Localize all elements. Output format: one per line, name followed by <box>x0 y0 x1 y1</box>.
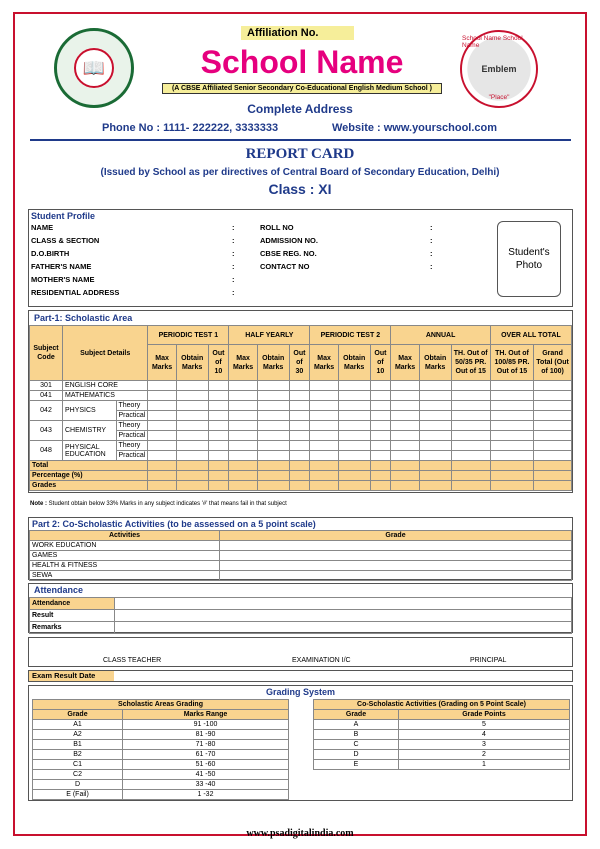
subject-part: Practical <box>116 431 148 441</box>
colon: : <box>232 223 235 232</box>
group-half-yearly: HALF YEARLY <box>229 326 310 345</box>
group-pt1: PERIODIC TEST 1 <box>148 326 229 345</box>
profile-label: CBSE REG. NO. <box>260 249 317 258</box>
attendance-box <box>28 583 573 633</box>
profile-label: RESIDENTIAL ADDRESS <box>31 288 120 297</box>
grade-points: 5 <box>399 720 570 730</box>
scholastic-table <box>29 325 572 491</box>
table-row <box>30 421 572 431</box>
col-marks-range: Marks Range <box>123 710 289 720</box>
subject-part: Theory <box>116 421 148 431</box>
col-out: Out of 10 <box>208 345 229 381</box>
colon: : <box>232 262 235 271</box>
table-row <box>314 760 570 770</box>
activity-name: WORK EDUCATION <box>30 541 220 551</box>
grade: B2 <box>33 750 123 760</box>
school-emblem <box>460 30 538 108</box>
colon: : <box>430 249 433 258</box>
table-row <box>33 780 289 790</box>
col-obtain: Obtain Marks <box>257 345 289 381</box>
grade: B1 <box>33 740 123 750</box>
percentage-label: Percentage (%) <box>30 471 148 481</box>
grade-points: 1 <box>399 760 570 770</box>
grading-system-box <box>28 685 573 801</box>
school-logo <box>54 28 134 108</box>
col-obtain: Obtain Marks <box>176 345 208 381</box>
class-teacher-sign: CLASS TEACHER <box>103 657 162 664</box>
activity-name: GAMES <box>30 551 220 561</box>
grade: E <box>314 760 399 770</box>
exam-result-date-label: Exam Result Date <box>29 671 114 681</box>
note-label: Note : <box>30 501 47 507</box>
subject-code: 043 <box>30 421 63 441</box>
grade: E (Fail) <box>33 790 123 800</box>
table-row <box>33 750 289 760</box>
note-text: Student obtain below 33% Marks in any subject indicates '#' that means fail in that subject <box>47 501 287 507</box>
school-address: Complete Address <box>247 102 353 116</box>
total-label: Total <box>30 461 148 471</box>
colon: : <box>430 262 433 271</box>
part2-title: Part 2: Co-Scholastic Activities (to be assessed on a 5 point scale) <box>32 519 316 529</box>
marks-range: 91 -100 <box>123 720 289 730</box>
grade: D <box>33 780 123 790</box>
col-grade-points: Grade Points <box>399 710 570 720</box>
table-row <box>314 720 570 730</box>
profile-label: NAME <box>31 223 54 232</box>
footer-website: www.psadigitalindia.com <box>246 828 354 839</box>
grades-row <box>30 481 572 491</box>
col-max: Max Marks <box>310 345 338 381</box>
table-row <box>30 441 572 451</box>
co-scholastic-box <box>28 517 573 580</box>
subject-code: 041 <box>30 391 63 401</box>
col-subject-details: Subject Details <box>63 326 148 381</box>
col-grade: Grade <box>314 710 399 720</box>
col-out: Out of 30 <box>289 345 310 381</box>
col-max: Max Marks <box>148 345 176 381</box>
grade-points: 2 <box>399 750 570 760</box>
marks-range: 71 -80 <box>123 740 289 750</box>
activity-name: HEALTH & FITNESS <box>30 561 220 571</box>
grade: C1 <box>33 760 123 770</box>
profile-label: MOTHER'S NAME <box>31 275 95 284</box>
group-annual: ANNUAL <box>391 326 491 345</box>
group-pt2: PERIODIC TEST 2 <box>310 326 391 345</box>
table-row <box>30 401 572 411</box>
grade: A <box>314 720 399 730</box>
part1-title: Part-1: Scholastic Area <box>34 313 133 323</box>
affiliation-no: Affiliation No. <box>241 26 354 40</box>
table-row <box>314 730 570 740</box>
profile-label: ROLL NO <box>260 223 294 232</box>
subject-code: 301 <box>30 381 63 391</box>
subject-name: ENGLISH CORE <box>63 381 148 391</box>
profile-label: ADMISSION NO. <box>260 236 318 245</box>
percentage-row <box>30 471 572 481</box>
table-row <box>314 740 570 750</box>
table-row <box>314 750 570 760</box>
col-out: Out of 10 <box>370 345 391 381</box>
issued-line: (Issued by School as per directives of Central Board of Secondary Education, Delhi) <box>100 167 500 178</box>
col-obtain: Obtain Marks <box>419 345 451 381</box>
co-scholastic-grading-table <box>313 699 570 770</box>
table-row <box>33 760 289 770</box>
table-row <box>33 770 289 780</box>
class-label: Class : XI <box>268 181 332 197</box>
grade: A1 <box>33 720 123 730</box>
phone-number: Phone No : 1111- 222222, 3333333 <box>102 122 279 134</box>
emblem-place: "Place" <box>488 94 510 101</box>
grade: B <box>314 730 399 740</box>
school-name: School Name <box>200 44 404 80</box>
book-icon: 📖 <box>74 48 114 88</box>
profile-label: CLASS & SECTION <box>31 236 100 245</box>
result-label: Result <box>30 610 115 622</box>
profile-title: Student Profile <box>31 211 96 221</box>
profile-label: FATHER'S NAME <box>31 262 92 271</box>
header-divider <box>30 139 571 141</box>
table-row <box>30 561 572 571</box>
table-row <box>30 571 572 581</box>
colon: : <box>232 249 235 258</box>
scholastic-area-box <box>28 310 573 493</box>
subject-part: Theory <box>116 401 148 411</box>
col-th: TH. Out of 50/35 PR. Out of 15 <box>451 345 490 381</box>
exam-ic-sign: EXAMINATION I/C <box>292 657 351 664</box>
activity-name: SEWA <box>30 571 220 581</box>
table-row <box>30 598 572 610</box>
subject-part: Practical <box>116 451 148 461</box>
co-grading-title: Co-Scholastic Activities (Grading on 5 Point Scale) <box>314 700 570 710</box>
profile-label: D.O.BIRTH <box>31 249 70 258</box>
table-row <box>33 790 289 800</box>
signatures-box <box>28 637 573 667</box>
student-profile-box <box>28 209 573 307</box>
grade: A2 <box>33 730 123 740</box>
total-row <box>30 461 572 471</box>
marks-range: 41 -50 <box>123 770 289 780</box>
principal-sign: PRINCIPAL <box>470 657 507 664</box>
grade: C <box>314 740 399 750</box>
col-max: Max Marks <box>229 345 257 381</box>
col-grade: Grade <box>33 710 123 720</box>
attendance-table <box>29 597 572 634</box>
exam-result-date-box <box>28 670 573 682</box>
subject-code: 042 <box>30 401 63 421</box>
table-row <box>30 610 572 622</box>
marks-range: 61 -70 <box>123 750 289 760</box>
grades-label: Grades <box>30 481 148 491</box>
affiliation-line: (A CBSE Affiliated Senior Secondary Co-Educational English Medium School ) <box>162 83 442 94</box>
col-grand-total: Grand Total (Out of 100) <box>534 345 572 381</box>
fail-note <box>30 501 287 507</box>
scholastic-grading-title: Scholastic Areas Grading <box>33 700 289 710</box>
table-row <box>30 551 572 561</box>
attendance-title: Attendance <box>34 585 84 595</box>
marks-range: 51 -60 <box>123 760 289 770</box>
grade: C2 <box>33 770 123 780</box>
col-subject-code: Subject Code <box>30 326 63 381</box>
table-row <box>33 720 289 730</box>
profile-label: CONTACT NO <box>260 262 310 271</box>
table-row <box>30 622 572 634</box>
emblem-ring-text: School Name School Name <box>462 35 523 49</box>
grade-points: 4 <box>399 730 570 740</box>
marks-range: 1 -32 <box>123 790 289 800</box>
attendance-label: Attendance <box>30 598 115 610</box>
col-th-total: TH. Out of 100/85 PR. Out of 15 <box>490 345 533 381</box>
table-row <box>33 740 289 750</box>
group-overall: OVER ALL TOTAL <box>490 326 571 345</box>
colon: : <box>232 288 235 297</box>
subject-part: Practical <box>116 411 148 421</box>
subject-part: Theory <box>116 441 148 451</box>
grade-points: 3 <box>399 740 570 750</box>
marks-range: 81 -90 <box>123 730 289 740</box>
grade: D <box>314 750 399 760</box>
colon: : <box>232 236 235 245</box>
co-scholastic-table <box>29 530 572 581</box>
emblem-label: Emblem <box>481 64 517 74</box>
subject-code: 048 <box>30 441 63 461</box>
marks-range: 33 -40 <box>123 780 289 790</box>
colon: : <box>430 236 433 245</box>
col-max: Max Marks <box>391 345 419 381</box>
col-obtain: Obtain Marks <box>338 345 370 381</box>
col-grade: Grade <box>220 531 572 541</box>
grading-title: Grading System <box>265 687 336 697</box>
subject-name: PHYSICAL EDUCATION <box>63 441 117 461</box>
table-row <box>30 381 572 391</box>
student-photo-placeholder: Student's Photo <box>497 221 561 297</box>
report-card-title: REPORT CARD <box>245 146 355 162</box>
table-row <box>30 541 572 551</box>
colon: : <box>430 223 433 232</box>
table-row <box>33 730 289 740</box>
subject-name: CHEMISTRY <box>63 421 117 441</box>
subject-name: PHYSICS <box>63 401 117 421</box>
scholastic-grading-table <box>32 699 289 800</box>
website: Website : www.yourschool.com <box>332 122 498 134</box>
subject-name: MATHEMATICS <box>63 391 148 401</box>
table-row <box>30 391 572 401</box>
colon: : <box>232 275 235 284</box>
col-activities: Activities <box>30 531 220 541</box>
remarks-label: Remarks <box>30 622 115 634</box>
